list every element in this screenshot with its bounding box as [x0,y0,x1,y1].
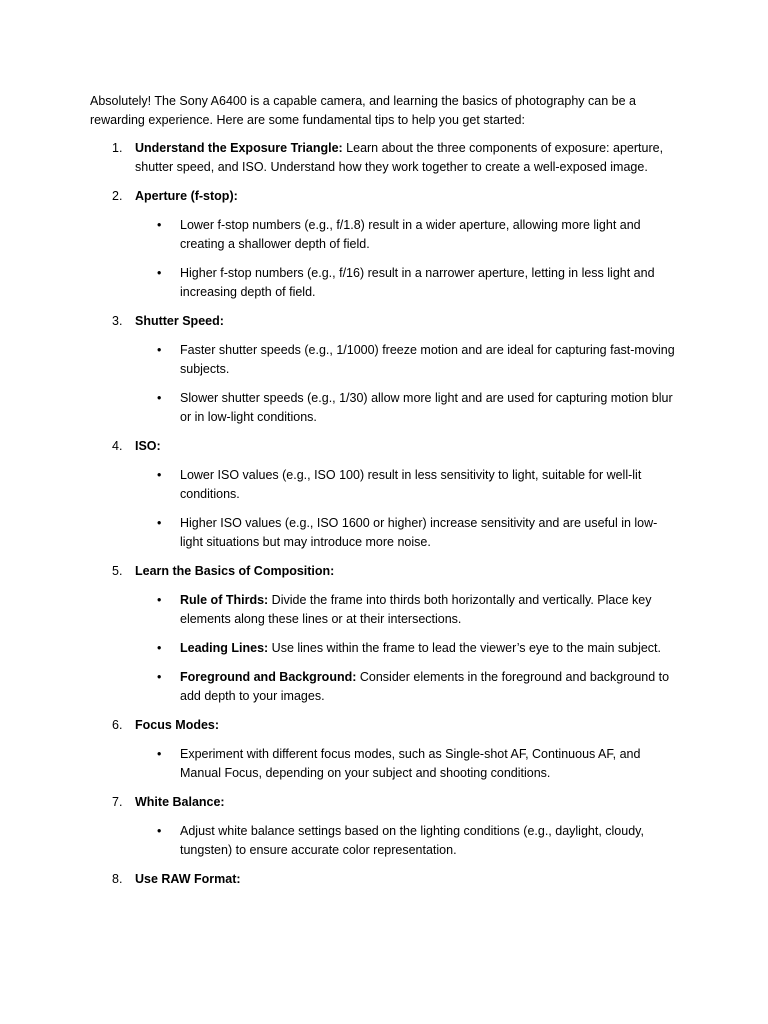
tip-text [135,562,680,581]
bullet-item [135,668,680,706]
bullet-text: Higher f-stop numbers (e.g., f/16) result in a narrower aperture, letting in less light and increasing depth of field. [180,266,655,299]
tip-title: Shutter Speed: [135,314,224,328]
tip-number: 3. [112,314,123,328]
tip-item [90,562,680,706]
bullet-list [135,216,680,302]
tip-text [135,870,680,889]
tip-number: 2. [112,189,123,203]
tip-item [90,312,680,427]
bullet-dot-icon: • [157,641,162,655]
bullet-item [135,514,680,552]
tip-item [90,870,680,889]
bullet-dot-icon: • [157,218,162,232]
tip-item [90,187,680,302]
tip-title: Aperture (f-stop): [135,189,238,203]
tip-text [135,187,680,206]
bullet-list [135,341,680,427]
bullet-item [135,822,680,860]
tip-number: 7. [112,795,123,809]
bullet-list [135,745,680,783]
tip-text [135,716,680,735]
bullet-dot-icon: • [157,824,162,838]
tip-number: 4. [112,439,123,453]
bullet-dot-icon: • [157,391,162,405]
tip-text [135,312,680,331]
tip-item [90,793,680,860]
bullet-item [135,264,680,302]
bullet-item [135,591,680,629]
bullet-dot-icon: • [157,670,162,684]
document-body [90,92,680,899]
tip-title: Focus Modes: [135,718,220,732]
tip-text [135,139,680,177]
bullet-text: Higher ISO values (e.g., ISO 1600 or higher) increase sensitivity and are useful in low-light situations but may introduce more noise. [180,516,658,549]
bullet-lead: Foreground and Background: [180,670,357,684]
bullet-dot-icon: • [157,593,162,607]
bullet-text: Divide the frame into thirds both horizontally and vertically. Place key elements along these lines or at their intersections. [180,593,652,626]
tip-title: Learn the Basics of Composition: [135,564,335,578]
bullet-text: Experiment with different focus modes, such as Single-shot AF, Continuous AF, and Manual Focus, depending on your subject and shooting conditions. [180,747,641,780]
bullet-lead: Rule of Thirds: [180,593,269,607]
bullet-text: Consider elements in the foreground and background to add depth to your images. [180,670,670,703]
intro-paragraph: Absolutely! The Sony A6400 is a capable camera, and learning the basics of photography can be a rewarding experience. Here are some fundamental tips to help you get started: [90,94,636,127]
bullet-dot-icon: • [157,516,162,530]
bullet-list [135,822,680,860]
tips-list [90,139,680,889]
bullet-dot-icon: • [157,343,162,357]
tip-number: 6. [112,718,123,732]
tip-title: Understand the Exposure Triangle: [135,141,343,155]
bullet-item [135,216,680,254]
bullet-text: Lower ISO values (e.g., ISO 100) result in less sensitivity to light, suitable for well-lit conditions. [180,468,642,501]
tip-text [135,793,680,812]
bullet-item [135,745,680,783]
bullet-text: Use lines within the frame to lead the viewer’s eye to the main subject. [268,641,661,655]
tip-text [135,437,680,456]
bullet-item [135,341,680,379]
bullet-dot-icon: • [157,747,162,761]
bullet-list [135,466,680,552]
bullet-text: Lower f-stop numbers (e.g., f/1.8) result in a wider aperture, allowing more light and creating a shallower depth of field. [180,218,641,251]
bullet-text: Faster shutter speeds (e.g., 1/1000) freeze motion and are ideal for capturing fast-moving subjects. [180,343,675,376]
tip-number: 5. [112,564,123,578]
tip-title: ISO: [135,439,161,453]
bullet-lead: Leading Lines: [180,641,269,655]
tip-number: 8. [112,872,123,886]
bullet-item [135,466,680,504]
bullet-text: Slower shutter speeds (e.g., 1/30) allow more light and are used for capturing motion blur or in low-light conditions. [180,391,673,424]
bullet-item [135,639,680,658]
tip-body: Learn about the three components of exposure: aperture, shutter speed, and ISO. Understand how they work together to create a well-exposed image. [135,141,664,174]
tip-item [90,139,680,177]
bullet-text: Adjust white balance settings based on the lighting conditions (e.g., daylight, cloudy, tungsten) to ensure accurate color representation. [180,824,644,857]
bullet-list [135,591,680,706]
bullet-dot-icon: • [157,266,162,280]
bullet-item [135,389,680,427]
tip-title: Use RAW Format: [135,872,241,886]
tip-item [90,437,680,552]
tip-item [90,716,680,783]
bullet-dot-icon: • [157,468,162,482]
tip-number: 1. [112,141,123,155]
tip-title: White Balance: [135,795,225,809]
